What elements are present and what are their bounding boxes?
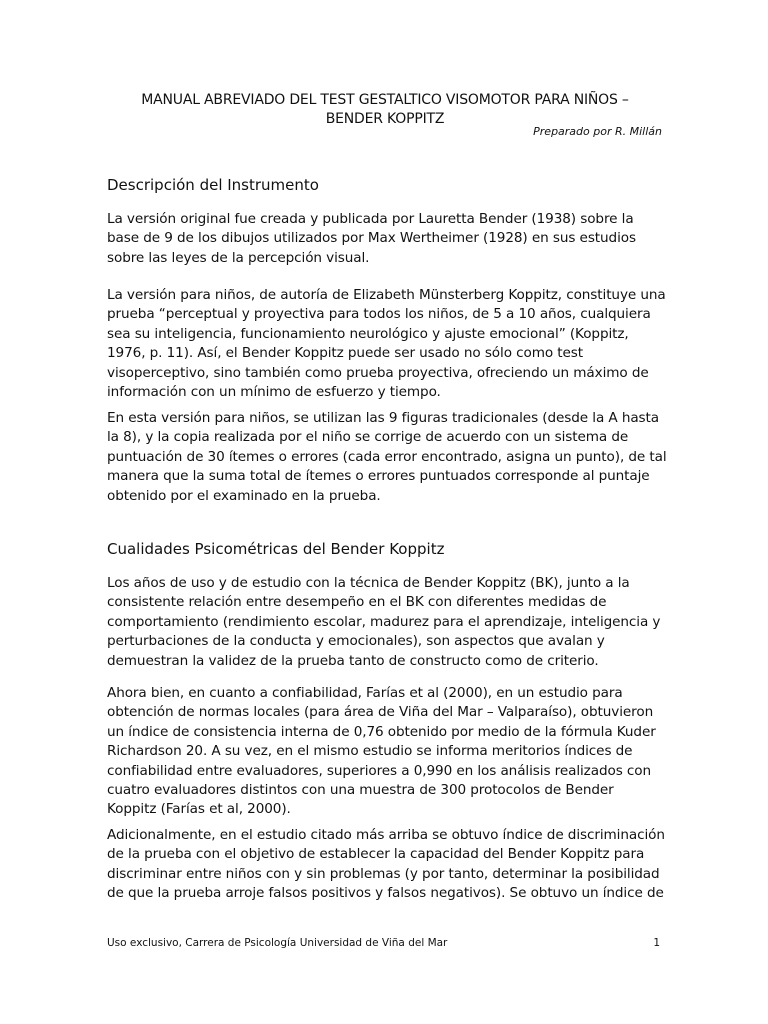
author-credit: Preparado por R. Millán <box>533 125 662 138</box>
title-line-2: BENDER KOPPITZ <box>325 111 445 127</box>
paragraph: Ahora bien, en cuanto a confiabilidad, Farías et al (2000), en un estudio para obtención de normas locales (para área de Viña del Mar – Valparaíso), obtuvieron un índice de consistencia interna de 0,76 obtenido por medio de la fórmula Kuder Richardson 20. A su vez, en el mismo estudio se informa meritorios índices de confiabilidad entre evaluadores, superiores a 0,990 en los análisis realizados con cuatro evaluadores distintos con una muestra de 300 protocolos de Bender Koppitz (Farías et al, 2000). <box>107 685 656 818</box>
document-title <box>80 91 690 129</box>
paragraph: La versión original fue creada y publicada por Lauretta Bender (1938) sobre la base de 9 de los dibujos utilizados por Max Wertheimer (1928) en sus estudios sobre las leyes de la percepción visual. <box>107 211 636 266</box>
title-line-1: MANUAL ABREVIADO DEL TEST GESTALTICO VISOMOTOR PARA NIÑOS – <box>141 92 629 108</box>
paragraph: La versión para niños, de autoría de Elizabeth Münsterberg Koppitz, constituye una prueba “perceptual y proyectiva para todos los niños, de 5 a 10 años, cualquiera sea su inteligencia, funcionamiento neurológico y ajuste emocional” (Koppitz, 1976, p. 11). Así, el Bender Koppitz puede ser usado no sólo como test visoperceptivo, sino también como prueba proyectiva, ofreciendo un máximo de información con un mínimo de esfuerzo y tiempo. <box>107 287 666 401</box>
footer-text: Uso exclusivo, Carrera de Psicología Universidad de Viña del Mar <box>107 937 448 949</box>
section-heading-cualidades: Cualidades Psicométricas del Bender Koppitz <box>107 540 445 558</box>
section-heading-descripcion: Descripción del Instrumento <box>107 176 319 194</box>
paragraph: Los años de uso y de estudio con la técnica de Bender Koppitz (BK), junto a la consistente relación entre desempeño en el BK con diferentes medidas de comportamiento (rendimiento escolar, madurez para el aprendizaje, inteligencia y perturbaciones de la conducta y emocionales), son aspectos que avalan y demuestran la validez de la prueba tanto de constructo como de criterio. <box>107 575 661 669</box>
paragraph: Adicionalmente, en el estudio citado más arriba se obtuvo índice de discriminación de la prueba con el objetivo de establecer la capacidad del Bender Koppitz para discriminar entre niños con y sin problemas (y por tanto, determinar la posibilidad de que la prueba arroje falsos positivos y falsos negativos). Se obtuvo un índice de <box>107 827 665 902</box>
page-number: 1 <box>653 937 660 949</box>
paragraph: En esta versión para niños, se utilizan las 9 figuras tradicionales (desde la A hasta la 8), y la copia realizada por el niño se corrige de acuerdo con un sistema de puntuación de 30 ítemes o errores (cada error encontrado, asigna un punto), de tal manera que la suma total de ítemes o errores puntuados corresponde al puntaje obtenido por el examinado en la prueba. <box>107 410 667 504</box>
